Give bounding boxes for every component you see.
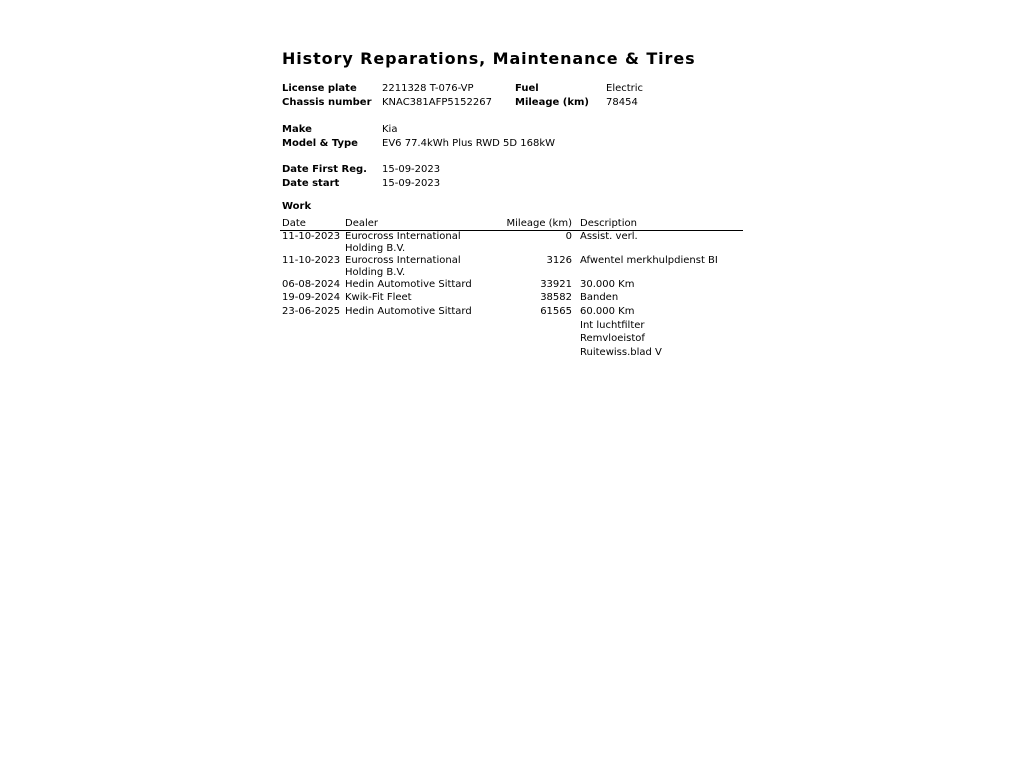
row-5-description-line-2: Int luchtfilter: [580, 320, 645, 331]
fuel-value: Electric: [606, 83, 644, 94]
row-1-mileage: 0: [565, 231, 572, 242]
work-heading: Work: [282, 201, 312, 212]
date-start-value: 15-09-2023: [382, 178, 441, 189]
first-reg-value: 15-09-2023: [382, 164, 441, 175]
row-1-date: 11-10-2023: [282, 231, 341, 242]
row-3-description: 30.000 Km: [580, 279, 635, 290]
row-4-mileage: 38582: [540, 292, 572, 303]
row-3-date: 06-08-2024: [282, 279, 341, 290]
make-value: Kia: [382, 124, 398, 135]
row-5-dealer: Hedin Automotive Sittard: [345, 306, 472, 317]
model-value: EV6 77.4kWh Plus RWD 5D 168kW: [382, 138, 556, 149]
row-2-description: Afwentel merkhulpdienst BI: [580, 255, 718, 266]
license-plate-value: 2211328 T-076-VP: [382, 83, 474, 94]
column-header-description: Description: [580, 218, 637, 229]
row-5-description-line-4: Ruitewiss.blad V: [580, 347, 662, 358]
mileage-value: 78454: [606, 97, 638, 108]
row-3-mileage: 33921: [540, 279, 572, 290]
license-plate-label: License plate: [282, 83, 357, 94]
model-label: Model & Type: [282, 138, 358, 149]
chassis-label: Chassis number: [282, 97, 372, 108]
first-reg-label: Date First Reg.: [282, 164, 367, 175]
row-4-dealer: Kwik-Fit Fleet: [345, 292, 412, 303]
row-5-date: 23-06-2025: [282, 306, 341, 317]
column-header-mileage: Mileage (km): [506, 218, 572, 229]
row-1-description: Assist. verl.: [580, 231, 638, 242]
column-header-dealer: Dealer: [345, 218, 379, 229]
page-title: History Reparations, Maintenance & Tires: [282, 49, 696, 68]
row-5-mileage: 61565: [540, 306, 572, 317]
make-label: Make: [282, 124, 312, 135]
column-header-date: Date: [282, 218, 306, 229]
mileage-label: Mileage (km): [515, 97, 589, 108]
fuel-label: Fuel: [515, 83, 539, 94]
row-3-dealer: Hedin Automotive Sittard: [345, 279, 472, 290]
row-5-description-line-1: 60.000 Km: [580, 306, 635, 317]
date-start-label: Date start: [282, 178, 340, 189]
row-5-description-line-3: Remvloeistof: [580, 333, 645, 344]
row-2-mileage: 3126: [546, 255, 572, 266]
chassis-value: KNAC381AFP5152267: [382, 97, 492, 108]
row-1-dealer: Eurocross International Holding B.V.: [345, 231, 461, 254]
row-4-date: 19-09-2024: [282, 292, 341, 303]
row-4-description: Banden: [580, 292, 619, 303]
row-2-dealer: Eurocross International Holding B.V.: [345, 255, 461, 278]
row-2-date: 11-10-2023: [282, 255, 341, 266]
